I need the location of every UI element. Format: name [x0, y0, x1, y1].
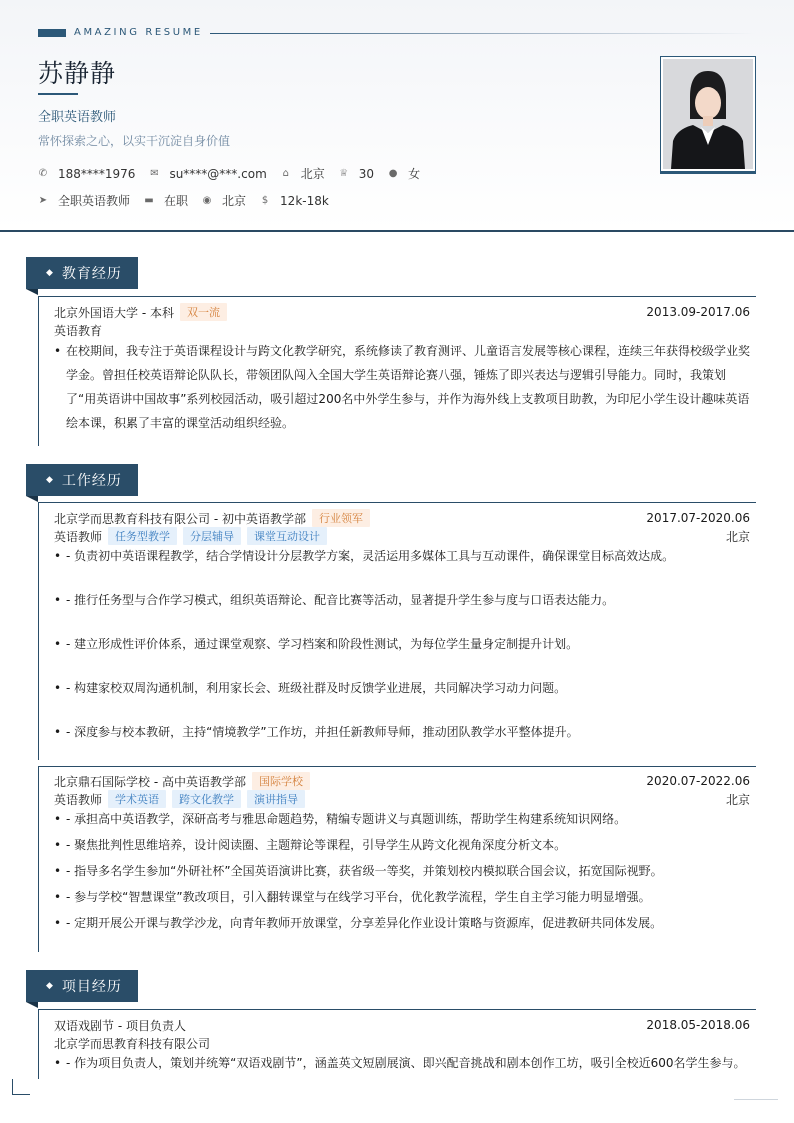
salary-value: 12k-18k — [280, 193, 329, 208]
work-entry-1 — [54, 509, 750, 545]
company-name: 北京鼎石国际学校 - 高中英语教学部 — [54, 774, 246, 789]
job-title: 全职英语教师 — [38, 110, 117, 125]
diamond-icon: ◆ — [46, 268, 54, 278]
phone-icon: ✆ — [38, 167, 48, 179]
age-value: 30 — [358, 166, 375, 181]
work-entry-2 — [54, 772, 750, 808]
footer-line — [734, 1099, 778, 1100]
corner-decoration — [12, 1079, 30, 1095]
major: 英语教育 — [54, 323, 103, 338]
name-underline — [38, 93, 78, 95]
skill-tag: 跨文化教学 — [172, 790, 241, 808]
company-tag: 国际学校 — [252, 772, 310, 790]
role: 英语教师 — [54, 529, 103, 544]
info-status — [144, 192, 188, 209]
company-name: 北京学而思教育科技有限公司 - 初中英语教学部 — [54, 511, 306, 526]
company-tag: 行业领军 — [312, 509, 370, 527]
work-bullet: • - 参与学校“智慧课堂”教改项目，引入翻转课堂与在线学习平台，优化教学流程，学生自主学习能力明显增强。 — [54, 886, 754, 912]
info-email — [149, 167, 266, 181]
profile-photo — [660, 56, 756, 174]
project-title: 双语戏剧节 - 项目负责人 — [54, 1018, 186, 1033]
motto: 常怀探索之心，以实干沉淀自身价值 — [38, 134, 231, 148]
work-bullet: • - 定期开展公开课与教学沙龙，向青年教师开放课堂，分享差异化作业设计策略与资源库，促进教研共同体发展。 — [54, 912, 754, 938]
skill-tag: 课堂互动设计 — [247, 527, 327, 545]
resume-header — [0, 0, 794, 232]
project-bullets — [54, 1052, 754, 1074]
section-work-title: 工作经历 — [61, 473, 122, 489]
section-education-heading — [26, 257, 138, 289]
education-bullet: • 在校期间，我专注于英语课程设计与跨文化教学研究，系统修读了教育测评、儿童语言发展等核心课程，连续三年获得校级学业奖学金。曾担任校英语辩论队队长，带领团队闯入全国大学生英语辩论赛八强，锤炼了即兴表达与逻辑引导能力。同时，我策划了“用英语讲中国故事”系列校园活动，吸引超过200名中外学生参与，并作为海外线上支教项目助教，为印尼小学生设计趣味英语绘本课，积累了丰富的课堂活动组织经验。 — [54, 339, 752, 435]
location-value: 北京 — [222, 194, 247, 208]
home-value: 北京 — [300, 167, 325, 181]
email-value: su****@***.com — [169, 166, 267, 181]
phone-value: 188****1976 — [58, 166, 136, 181]
photo-accent-bar — [660, 171, 756, 174]
info-phone — [38, 167, 135, 181]
work-city: 北京 — [725, 792, 750, 807]
intent-value: 全职英语教师 — [58, 194, 131, 208]
section-education-title: 教育经历 — [61, 266, 122, 282]
work-bullet: • - 构建家校双周沟通机制，利用家长会、班级社群及时反馈学业进展，共同解决学习动力问题。 — [54, 677, 754, 721]
info-location — [202, 192, 246, 209]
education-entry — [54, 303, 750, 339]
work-bullet: • - 负责初中英语课程教学，结合学情设计分层教学方案，灵活运用多媒体工具与互动课件，确保课堂目标高效达成。 — [54, 545, 754, 589]
work-date: 2020.07-2022.06 — [646, 774, 750, 788]
avatar — [663, 59, 753, 169]
cake-icon: ♕ — [339, 167, 349, 179]
location-icon: ◉ — [202, 194, 212, 206]
work-bullet: • - 建立形成性评价体系，通过课堂观察、学习档案和阶段性测试，为每位学生量身定制提升计划。 — [54, 633, 754, 677]
work-bullet: • - 聚焦批判性思维培养，设计阅读圈、主题辩论等课程，引导学生从跨文化视角深度分析文本。 — [54, 834, 754, 860]
briefcase-icon: ▬ — [144, 194, 154, 206]
contact-row — [38, 165, 434, 182]
salary-icon: $ — [261, 194, 269, 206]
skill-tag: 学术英语 — [108, 790, 166, 808]
home-icon: ⌂ — [282, 167, 289, 179]
work-bullet: • - 深度参与校本教研，主持“情境教学”工作坊，并担任新教师导师，推动团队教学水平整体提升。 — [54, 721, 754, 765]
school-tag: 双一流 — [180, 303, 227, 321]
brand-divider — [210, 33, 755, 34]
gender-value: 女 — [408, 167, 421, 181]
work-date: 2017.07-2020.06 — [646, 511, 750, 525]
work-bullet: • - 推行任务型与合作学习模式，组织英语辩论、配音比赛等活动，显著提升学生参与度与口语表达能力。 — [54, 589, 754, 633]
candidate-name: 苏静静 — [38, 59, 117, 88]
work-bullet: • - 承担高中英语教学，深研高考与雅思命题趋势，精编专题讲义与真题训练，帮助学生构建系统知识网络。 — [54, 808, 754, 834]
info-salary — [260, 194, 329, 208]
section-work-heading — [26, 464, 138, 496]
role: 英语教师 — [54, 792, 103, 807]
work-1-bullets — [54, 545, 754, 765]
project-bullet: • - 作为项目负责人，策划并统筹“双语戏剧节”，涵盖英文短剧展演、即兴配音挑战和剧本创作工坊，吸引全校近600名学生参与。 — [54, 1052, 754, 1074]
send-icon: ➤ — [38, 194, 48, 206]
gender-icon: ● — [388, 167, 398, 179]
brand-accent-bar — [38, 29, 66, 37]
brand-text: AMAZING RESUME — [74, 27, 203, 38]
project-org: 北京学而思教育科技有限公司 — [54, 1036, 211, 1051]
education-bullets — [54, 339, 752, 435]
project-date: 2018.05-2018.06 — [646, 1018, 750, 1032]
education-date: 2013.09-2017.06 — [646, 305, 750, 319]
project-entry — [54, 1016, 750, 1052]
diamond-icon: ◆ — [46, 475, 54, 485]
skill-tag: 任务型教学 — [108, 527, 177, 545]
skill-tag: 分层辅导 — [183, 527, 241, 545]
school-name: 北京外国语大学 - 本科 — [54, 305, 174, 320]
work-bullet: • - 指导多名学生参加“外研社杯”全国英语演讲比赛，获省级一等奖，并策划校内模拟联合国会议，拓宽国际视野。 — [54, 860, 754, 886]
work-2-bullets — [54, 808, 754, 938]
section-project-heading — [26, 970, 138, 1002]
info-home — [281, 165, 325, 182]
info-gender — [388, 165, 420, 182]
diamond-icon: ◆ — [46, 981, 54, 991]
intent-row — [38, 192, 343, 209]
info-age — [339, 167, 374, 181]
work-city: 北京 — [725, 529, 750, 544]
skill-tag: 演讲指导 — [247, 790, 305, 808]
mail-icon: ✉ — [150, 167, 159, 179]
info-intent — [38, 192, 130, 209]
portrait-illustration — [663, 59, 753, 169]
status-value: 在职 — [164, 194, 189, 208]
section-project-title: 项目经历 — [61, 979, 122, 995]
